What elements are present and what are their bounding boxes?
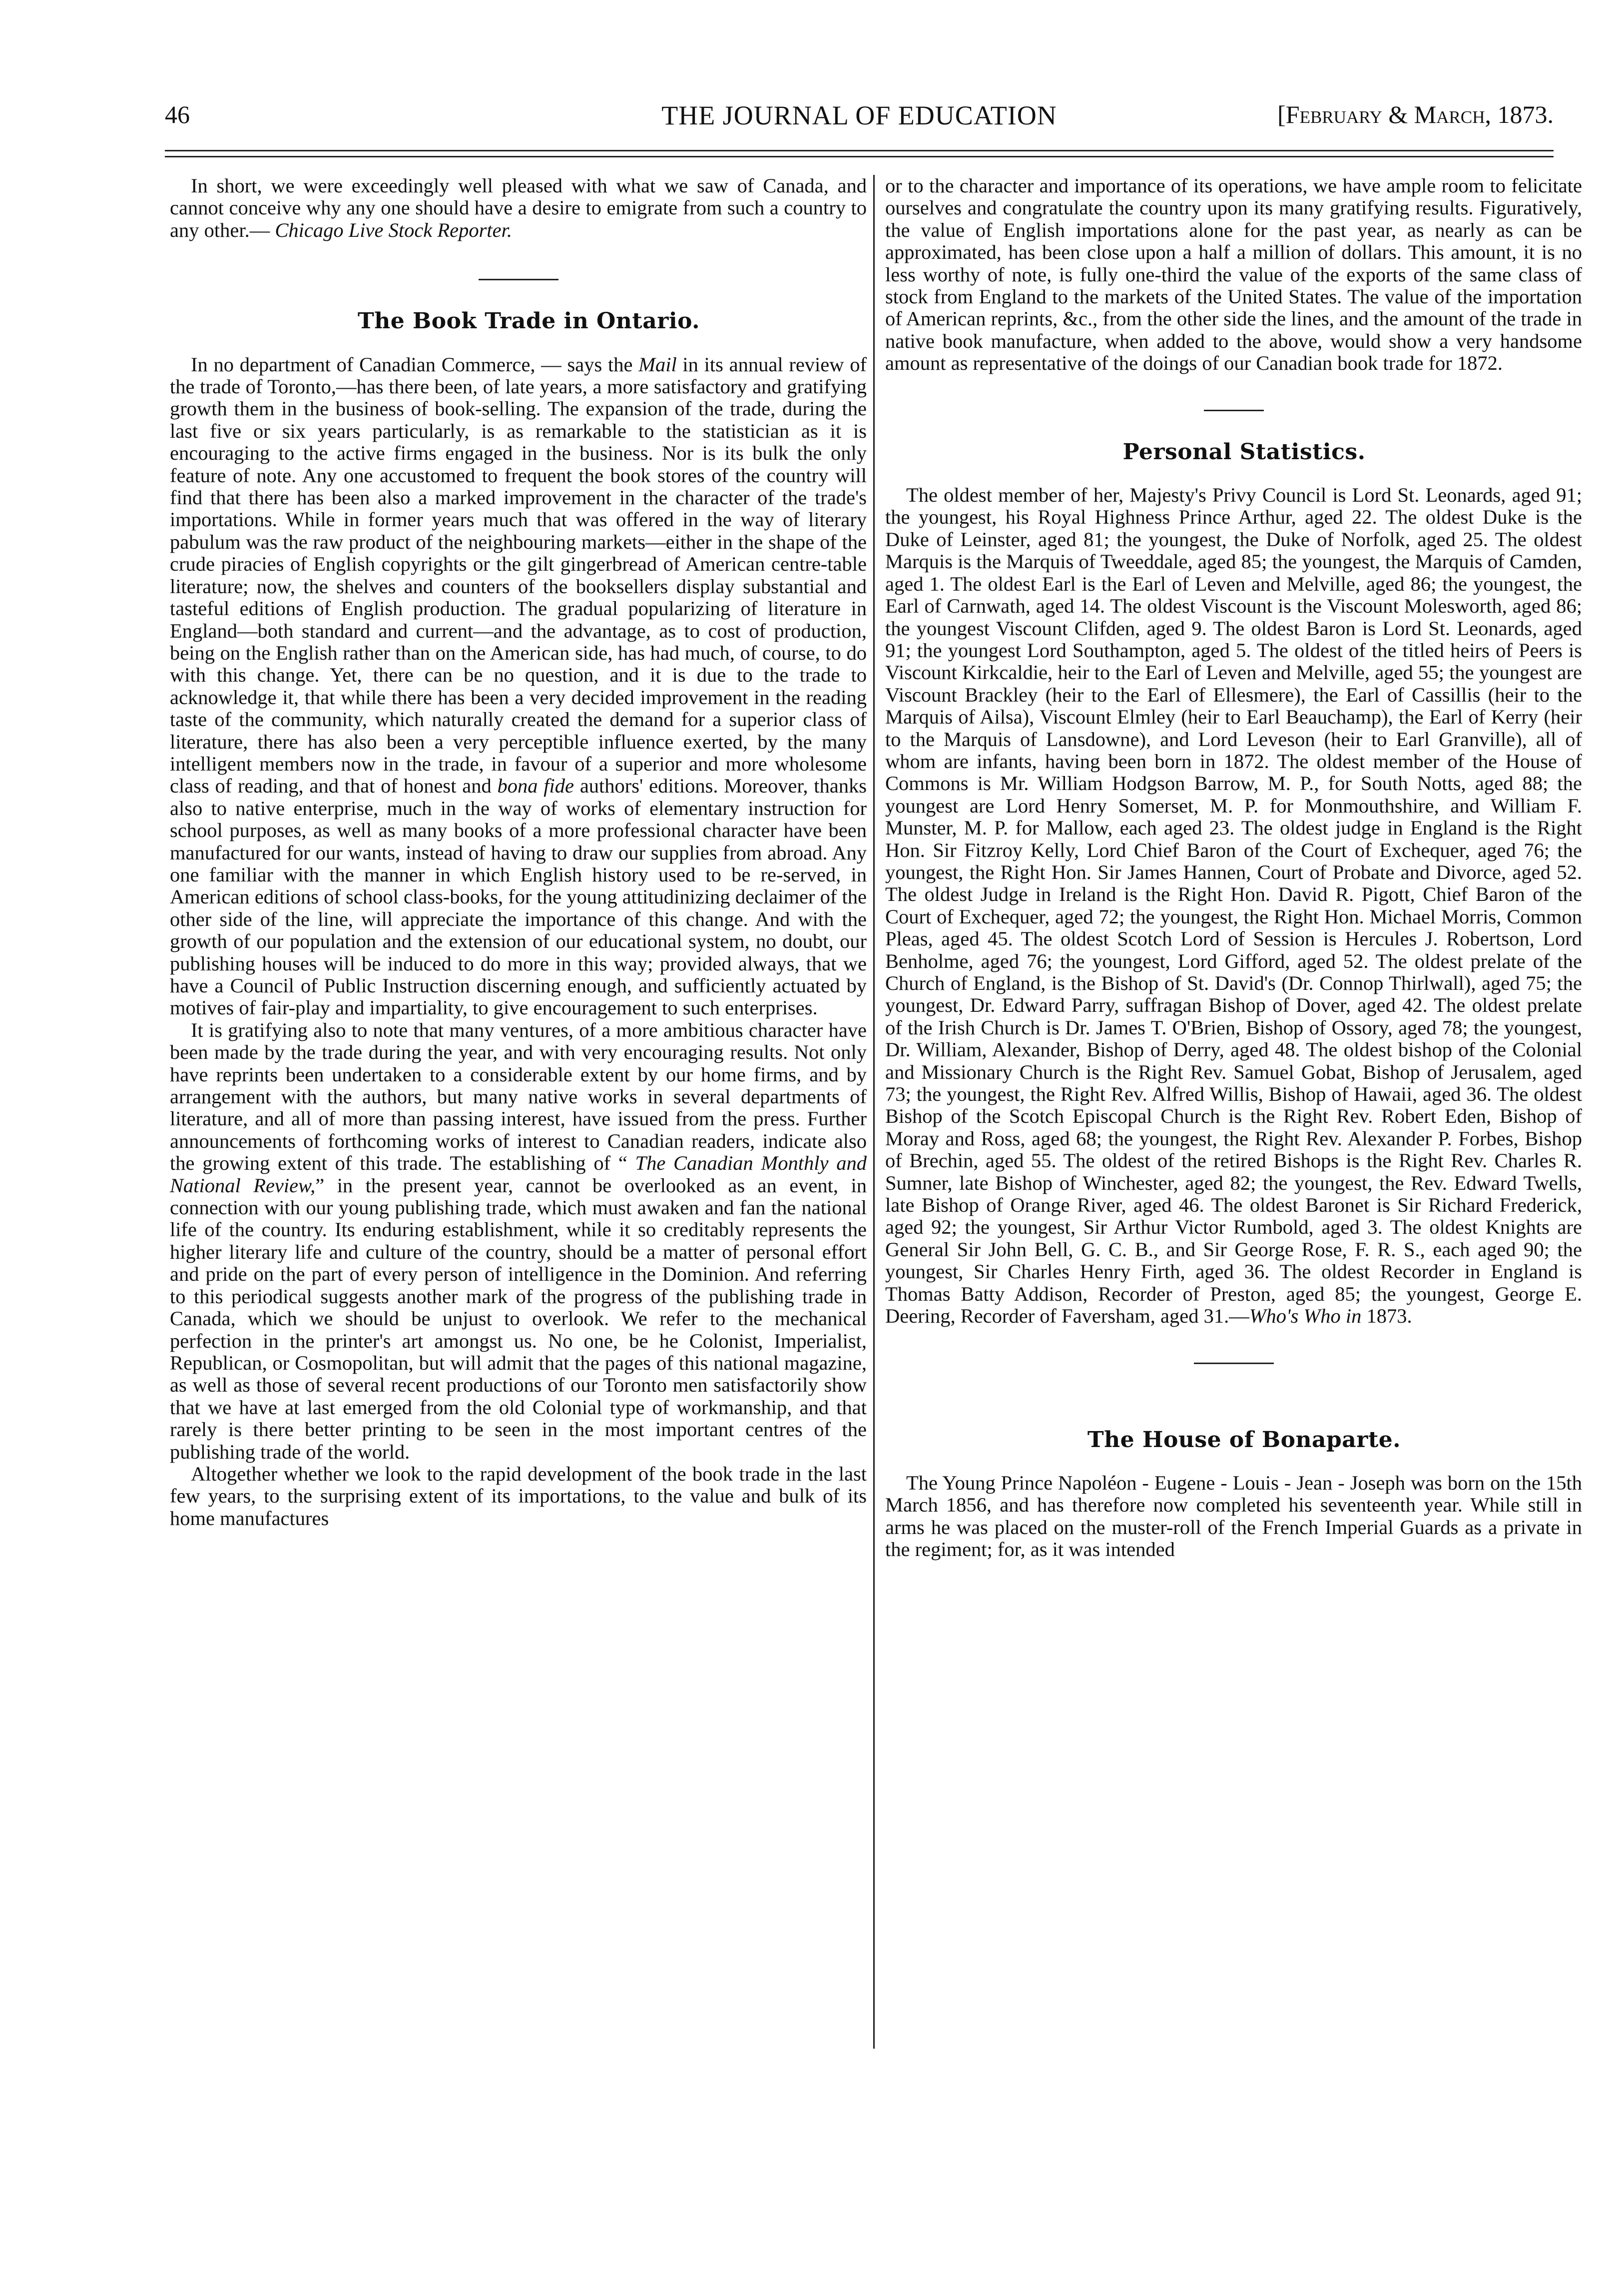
book-trade-paragraph-2 <box>170 1019 867 1463</box>
journal-title: THE JOURNAL OF EDUCATION <box>661 100 1057 130</box>
intro-paragraph <box>170 175 867 241</box>
issue-date <box>1277 100 1554 129</box>
left-column <box>170 175 867 1529</box>
book-trade-p2-review: The Canadian Monthly and National Review, <box>170 1152 867 1197</box>
header-rule-bottom <box>165 156 1554 157</box>
book-trade-paragraph-1 <box>170 354 867 1019</box>
personal-statistics-paragraph <box>885 484 1582 1327</box>
personal-statistics-year: 1873. <box>1361 1305 1412 1328</box>
column-divider <box>873 175 875 2049</box>
book-trade-p1-mail: Mail <box>638 353 677 376</box>
personal-statistics-heading: Personal Statistics. <box>1122 439 1366 465</box>
intro-paragraph-source: Chicago Live Stock Reporter. <box>275 218 512 241</box>
book-trade-heading: The Book Trade in Ontario. <box>357 308 700 334</box>
page-number: 46 <box>165 100 190 128</box>
right-column <box>885 175 1582 1561</box>
book-trade-continued: or to the character and importance of its operations, we have ample room to felicitate ourselves and congratulate the country upon its many gratifying results. Figuratively, the value of English importations alone for the past year, as nearly as can be approximated, has been close upon a half a million of dollars. This amount, it is no less worthy of note, is fully one-third the value of the exports of the same class of stock from England to the markets of the United States. The value of the importation of American reprints, &c., from the other side the lines, and the amount of the trade in native book manufacture, when added to the above, would show a very handsome amount as representative of the doings of our Canadian book trade for 1872. <box>885 174 1582 375</box>
header-rule-top <box>165 150 1554 151</box>
bonaparte-heading: The House of Bonaparte. <box>1087 1427 1401 1453</box>
book-trade-p1-c: authors' editions. Moreover, thanks also to native enterprise, much in the way of works of elementary instruction for school purposes, as well as many books of a more professional character have been manufactured for our wants, instead of having to draw our supplies from abroad. Any one familiar with the manner in which English history used to be re-served, in American editions of school class-books, for the young attitudinizing declaimer of the other side of the line, will appreciate the importance of this change. And with the growth of our population and the extension of our educational system, no doubt, our publishing houses will be induced to do more in this way; provided always, that we have a Council of Public Instruction discerning enough, and sufficiently actuated by motives of fair-play and impartiality, to give encouragement to such enterprises. <box>170 774 867 1019</box>
book-trade-p2-a: It is gratifying also to note that many ventures, of a more ambitious character have been made by the trade during the year, and with very encouraging results. Not only have reprints been undertaken to a considerable extent by our home firms, and by arrangement with the authors, but many native works in several departments of literature, and all of more than passing interest, have issued from the press. Further announcements of forthcoming works of interest to Canadian readers, indicate also the growing extent of this trade. The establishing of “ <box>170 1018 867 1175</box>
running-header <box>165 100 1554 145</box>
book-trade-p1-a: In no department of Canadian Commerce, — says the <box>191 353 639 376</box>
book-trade-p1-b: in its annual review of the trade of Toronto,—has there been, of late years, a more satisfactory and gratifying growth them in the business of book-selling. The expansion of the trade, during the last five or six years particularly, is as remarkable to the statistician as it is encouraging to the active firms engaged in the business. Nor is its bulk the only feature of note. Any one accustomed to frequent the book stores of the country will find that there has been also a marked improvement in the character of the trade's importations. While in former years much that was offered in the way of literary pabulum was the raw product of the neighbouring markets—either in the shape of the crude piracies of English copyrights or the gilt gingerbread of American centre-table literature; now, the shelves and counters of the booksellers display substantial and tasteful editions of English production. The gradual popularizing of literature in England—both standard and current—and the advantage, as to cost of production, being on the English rather than on the American side, has had much, of course, to do with this change. Yet, there can be no question, and it is due to the trade to acknowledge it, that while there has been a very decided improvement in the reading taste of the community, which naturally created the demand for a superior class of literature, there has also been a very perceptible influence exerted, by the many intelligent members now in the trade, in favour of a superior and more wholesome class of reading, and that of honest and <box>170 353 867 797</box>
issue-date-text: [February & March, 1873. <box>1277 100 1554 128</box>
book-trade-p1-bonafide: bona fide <box>497 774 574 797</box>
personal-statistics-source: Who's Who in <box>1249 1305 1362 1328</box>
book-trade-p2-b: ” in the present year, cannot be overlooked as an event, in connection with our young publishing trade, which must awaken and fan the national life of the country. Its enduring establishment, while it so creditably represents the higher literary life and culture of the country, should be a matter of personal effort and pride on the part of every person of intelligence in the Dominion. And referring to this periodical suggests another mark of the progress of the publishing trade in Canada, which we should be unjust to overlook. We refer to the mechanical perfection in the printer's art amongst us. No one, be he Colonist, Imperialist, Republican, or Cosmopolitan, but will admit that the pages of this national magazine, as well as those of several recent productions of our Toronto men satisfactorily show that we have at last emerged from the old Colonial type of workmanship, and that rarely is there better printing to be seen in the most important centres of the publishing trade of the world. <box>170 1174 867 1463</box>
intro-paragraph-text: In short, we were exceedingly well pleased with what we saw of Canada, and cannot conceive why any one should have a desire to emigrate from such a country to any other.— <box>170 174 867 241</box>
book-trade-paragraph-3: Altogether whether we look to the rapid development of the book trade in the last few years, to the surprising extent of its importations, to the value and bulk of its home manufactures <box>170 1462 867 1529</box>
bonaparte-paragraph: The Young Prince Napoléon - Eugene - Louis - Jean - Joseph was born on the 15th March 1856, and has therefore now completed his seventeenth year. While still in arms he was placed on the muster-roll of the French Imperial Guards as a private in the regiment; for, as it was intended <box>885 1471 1582 1561</box>
personal-statistics-text: The oldest member of her, Majesty's Privy Council is Lord St. Leonards, aged 91; the youngest, his Royal Highness Prince Arthur, aged 22. The oldest Duke is the Duke of Leinster, aged 81; the youngest, the Duke of Norfolk, aged 25. The oldest Marquis is the Marquis of Tweeddale, aged 85; the youngest, the Marquis of Camden, aged 1. The oldest Earl is the Earl of Leven and Melville, aged 86; the youngest, the Earl of Carnwath, aged 14. The oldest Viscount is the Viscount Molesworth, aged 86; the youngest Viscount Clifden, aged 9. The oldest Baron is Lord St. Leonards, aged 91; the youngest Lord Southampton, aged 5. The oldest of the titled heirs of Peers is Viscount Kirkcaldie, heir to the Earl of Leven and Melville, aged 55; the youngest are Viscount Brackley (heir to the Earl of Ellesmere), the Earl of Cassillis (heir to the Marquis of Ailsa), Viscount Elmley (heir to Earl Beauchamp), the Earl of Kerry (heir to the Marquis of Lansdowne), and Lord Leveson (heir to Earl Granville), all of whom are infants, having been born in 1872. The oldest member of the House of Commons is Mr. William Hodgson Barrow, M. P., for South Notts, aged 88; the youngest are Lord Henry Somerset, M. P. for Monmouthshire, and William F. Munster, M. P. for Mallow, each aged 23. The oldest judge in England is the Right Hon. Sir Fitzroy Kelly, Lord Chief Baron of the Court of Exchequer, aged 76; the youngest, the Right Hon. Sir James Hannen, Court of Probate and Divorce, aged 52. The oldest Judge in Ireland is the Right Hon. David R. Pigott, Chief Baron of the Court of Exchequer, aged 72; the youngest, the Right Hon. Michael Morris, Common Pleas, aged 45. The oldest Scotch Lord of Session is Hercules J. Robertson, Lord Benholme, aged 76; the youngest, Lord Gifford, aged 52. The oldest prelate of the Church of England, is the Bishop of St. David's (Dr. Connop Thirlwall), aged 75; the youngest, Dr. Edward Parry, suffragan Bishop of Dover, aged 42. The oldest prelate of the Irish Church is Dr. James T. O'Brien, Bishop of Ossory, aged 78; the youngest, Dr. William, Alexander, Bishop of Derry, aged 48. The oldest bishop of the Colonial and Missionary Church is the Right Rev. Samuel Gobat, Bishop of Jerusalem, aged 73; the youngest, the Right Rev. Alfred Willis, Bishop of Hawaii, aged 36. The oldest Bishop of the Scotch Episcopal Church is the Right Rev. Robert Eden, Bishop of Moray and Ross, aged 68; the youngest, the Right Rev. Alexander P. Forbes, Bishop of Brechin, aged 55. The oldest of the retired Bishops is the Right Rev. Charles R. Sumner, late Bishop of Winchester, aged 82; the youngest, the Rev. Edward Twells, late Bishop of Orange River, aged 46. The oldest Baronet is Sir Richard Frederick, aged 92; the youngest, Sir Arthur Victor Rumbold, aged 3. The oldest Knights are General Sir John Bell, G. C. B., and Sir George Rose, F. R. S., each aged 90; the youngest, Sir Charles Henry Firth, aged 36. The oldest Recorder in England is Thomas Batty Addison, Recorder of Preston, aged 85; the youngest, George E. Deering, Recorder of Faversham, aged 31.— <box>885 484 1582 1328</box>
